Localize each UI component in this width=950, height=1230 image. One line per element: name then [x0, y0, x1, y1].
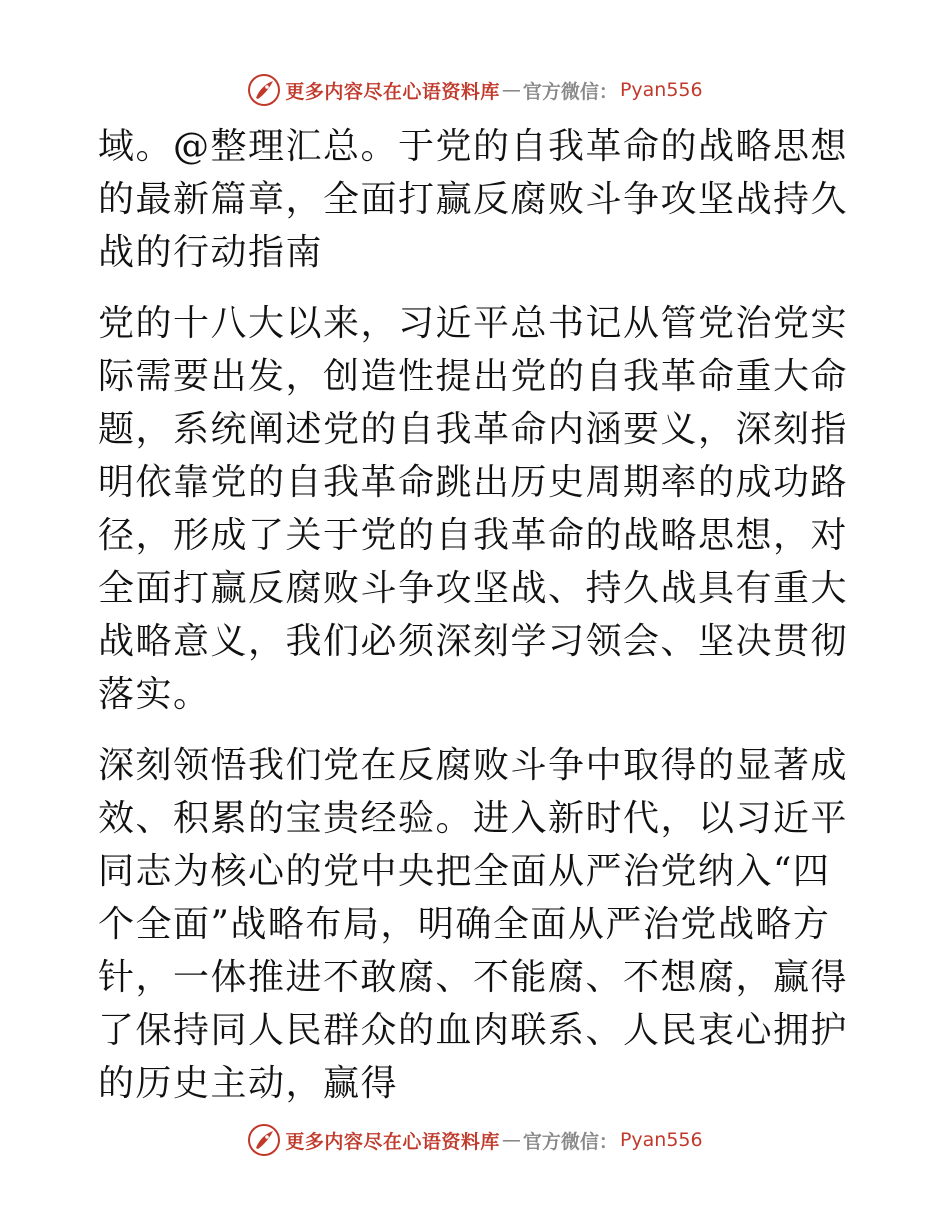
banner-dash: — [501, 79, 521, 101]
pen-nib-logo-icon [247, 1123, 281, 1157]
paragraph-3: 深刻领悟我们党在反腐败斗争中取得的显著成效、积累的宝贵经验。进入新时代，以习近平同志为核心的党中央把全面从严治党纳入“四个全面”战略布局，明确全面从严治党战略方针，一体推进不敢腐、不能腐、不想腐，赢得了保持同人民群众的血肉联系、人民衷心拥护的历史主动，赢得 [98, 745, 849, 1104]
pen-nib-logo-icon [247, 73, 281, 107]
banner-main-text: 更多内容尽在心语资料库 [285, 1130, 500, 1153]
paragraph-1: 域。@整理汇总。于党的自我革命的战略思想的最新篇章，全面打赢反腐败斗争攻坚战持久战的行动指南 [98, 126, 849, 273]
document-body [98, 120, 858, 1128]
footer-banner [0, 1120, 950, 1160]
header-banner [0, 70, 950, 110]
banner-main-text: 更多内容尽在心语资料库 [285, 80, 500, 103]
banner-wechat-label: 官方微信： [522, 1130, 618, 1153]
banner-dash: — [501, 1129, 521, 1151]
paragraph-2: 党的十八大以来，习近平总书记从管党治党实际需要出发，创造性提出党的自我革命重大命题，系统阐述党的自我革命内涵要义，深刻指明依靠党的自我革命跳出历史周期率的成功路径，形成了关于党的自我革命的战略思想，对全面打赢反腐败斗争攻坚战、持久战具有重大战略意义，我们必须深刻学习领会、坚决贯彻落实。 [98, 303, 849, 715]
banner-wechat-label: 官方微信： [522, 80, 618, 103]
banner-wechat-id: Pyan556 [619, 79, 703, 101]
banner-wechat-id: Pyan556 [619, 1129, 703, 1151]
